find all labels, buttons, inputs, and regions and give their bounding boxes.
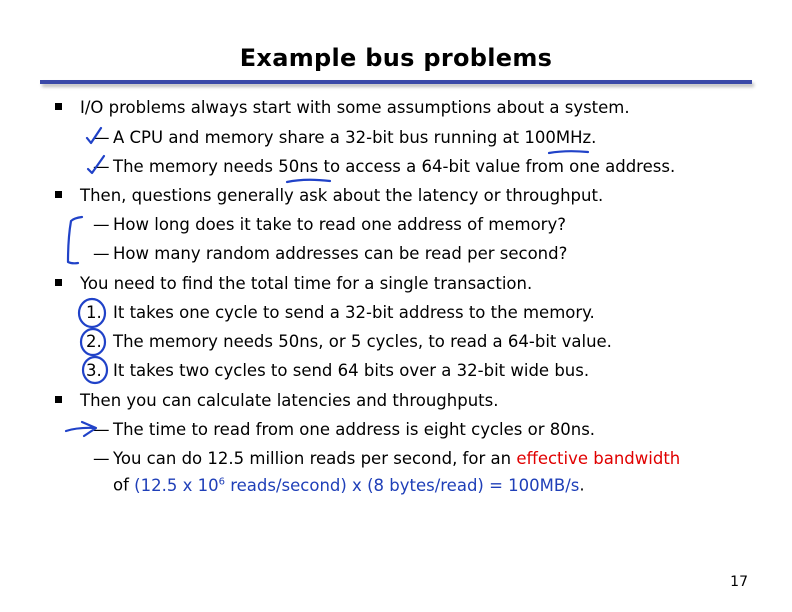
dash-marker: —	[93, 128, 110, 147]
slide-title: Example bus problems	[239, 44, 553, 72]
bullet-marker	[55, 103, 62, 110]
formula-period: .	[579, 475, 585, 495]
latency-result: The time to read from one address is eight cycles or 80ns.	[113, 420, 596, 439]
question-item: How long does it take to read one address of memory?	[113, 215, 566, 234]
bandwidth-formula	[134, 476, 579, 495]
page-number: 17	[730, 574, 748, 590]
step-item: The memory needs 50ns, or 5 cycles, to read a 64-bit value.	[113, 332, 612, 351]
dash-marker: —	[93, 157, 110, 176]
bullet-marker	[55, 279, 62, 286]
underline-mark	[287, 180, 330, 182]
dash-marker: —	[93, 449, 110, 468]
step-item: It takes two cycles to send 64 bits over a 32-bit wide bus.	[113, 361, 590, 380]
bandwidth-result	[113, 449, 680, 469]
assumption-item: A CPU and memory share a 32-bit bus running at 100MHz.	[113, 128, 597, 147]
step-number: 1.	[86, 303, 102, 322]
bandwidth-text: You can do 12.5 million reads per second, for an	[113, 449, 517, 468]
bullet-marker	[55, 396, 62, 403]
arrow-icon	[66, 422, 96, 436]
formula-part-b: reads/second) x (8 bytes/read) = 100MB/s	[224, 475, 580, 495]
bandwidth-formula-line	[113, 472, 585, 496]
bullet-questions: Then, questions generally ask about the latency or throughput.	[80, 186, 604, 205]
bullet-marker	[55, 191, 62, 198]
assumption-item: The memory needs 50ns to access a 64-bit value from one address.	[113, 157, 676, 176]
dash-marker: —	[93, 420, 110, 439]
title-rule	[40, 80, 752, 84]
of-label: of	[113, 475, 135, 495]
step-number: 2.	[86, 332, 102, 351]
bullet-transaction: You need to find the total time for a single transaction.	[80, 274, 533, 293]
question-item: How many random addresses can be read per second?	[113, 244, 568, 263]
step-item: It takes one cycle to send a 32-bit address to the memory.	[113, 303, 595, 322]
formula-part-a: (12.5 x 10	[134, 475, 219, 495]
underline-mark	[549, 151, 588, 153]
formula-exponent: 6	[218, 476, 225, 487]
step-number: 3.	[86, 361, 102, 380]
bullet-calculate: Then you can calculate latencies and throughputs.	[80, 391, 499, 410]
bullet-assumptions: I/O problems always start with some assumptions about a system.	[80, 98, 630, 117]
effective-bandwidth-highlight: effective bandwidth	[516, 449, 681, 468]
dash-marker: —	[93, 215, 110, 234]
dash-marker: —	[93, 244, 110, 263]
bracket-mark	[68, 217, 82, 263]
